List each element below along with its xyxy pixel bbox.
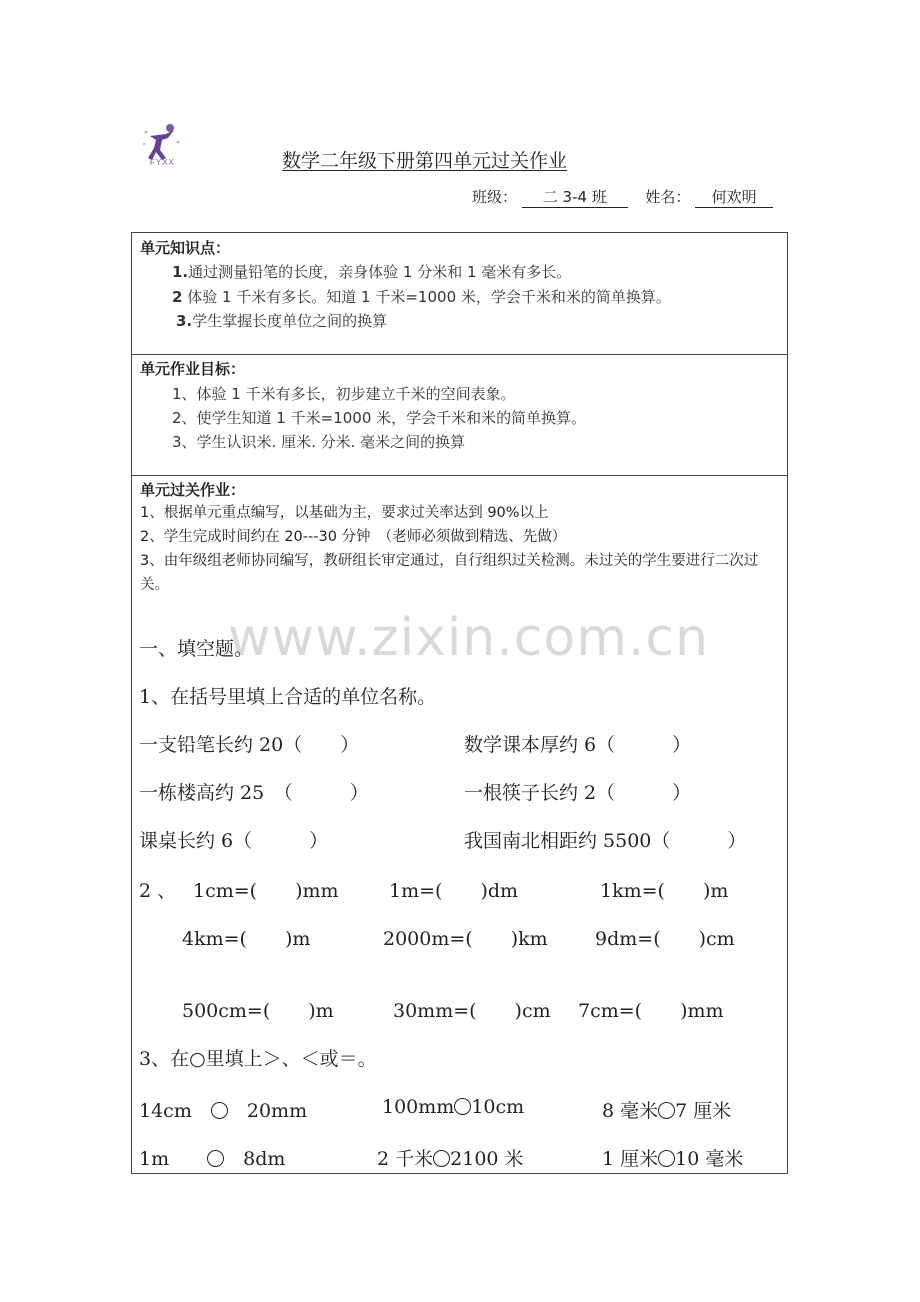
goal-item: 2、使学生知道 1 千米=1000 米，学会千米和米的简单换算。 [172, 409, 587, 427]
q2-item: 9dm=( )cm [595, 928, 735, 950]
knowledge-item: 2 体验 1 千米有多长。知道 1 千米=1000 米，学会千米和米的简单换算。 [172, 288, 671, 306]
q2-item: 4km=( )m [182, 928, 311, 950]
title-underlined: 数学二年级下册第四单元 [282, 150, 492, 172]
divider [132, 354, 787, 355]
name-value: 何欢明 [695, 186, 773, 208]
section-heading: 一、填空题。 [139, 638, 254, 660]
q1-item: 数学课本厚约 6（ ） [464, 734, 692, 756]
page-title [282, 146, 567, 173]
knowledge-heading: 单元知识点： [140, 239, 231, 257]
goal-item: 1、体验 1 千米有多长，初步建立千米的空间表象。 [172, 385, 516, 403]
q3-item: 1 厘米 10 毫米 [602, 1148, 744, 1170]
q2-item: 1km=( )m [600, 880, 729, 902]
class-value: 二 3-4 班 [522, 186, 628, 208]
goal-item: 3、学生认识米. 厘米. 分米. 毫米之间的换算 [172, 433, 466, 451]
q1-item: 一根筷子长约 2（ ） [464, 782, 692, 804]
question-3-title: 3、在○里填上＞、＜或＝。 [139, 1048, 377, 1070]
requirements-heading: 单元过关作业： [140, 481, 246, 499]
q3-item: 2 千米 2100 米 [377, 1148, 524, 1170]
q3-item: 1m 8dm [139, 1148, 286, 1170]
watermark: www.zixin.com.cn [228, 608, 709, 668]
q3-item: 14cm 20mm [139, 1100, 308, 1122]
divider [132, 475, 787, 476]
q1-item: 课桌长约 6（ ） [139, 830, 329, 852]
q2-item: 1m=( )dm [389, 880, 519, 902]
q1-item: 一支铅笔长约 20（ ） [139, 734, 360, 756]
goals-heading: 单元作业目标： [140, 360, 246, 378]
class-label: 班级： [472, 188, 518, 206]
title-rest: 过关作业 [491, 150, 568, 172]
knowledge-item: 1.通过测量铅笔的长度，亲身体验 1 分米和 1 毫米有多长。 [172, 263, 572, 281]
q2-item: 2000m=( )km [383, 928, 548, 950]
q1-item: 我国南北相距约 5500（ ） [464, 830, 747, 852]
logo-text: FYXX [150, 158, 175, 167]
requirement-item: 1、根据单元重点编写，以基础为主，要求过关率达到 90%以上 [140, 505, 549, 521]
requirement-item: 2、学生完成时间约在 20---30 分钟 （老师必须做到精选、先做） [140, 529, 567, 545]
q2-item: 1cm=( )mm [193, 880, 339, 902]
q2-item: 7cm=( )mm [578, 1000, 724, 1022]
q2-item: 30mm=( )cm [393, 1000, 551, 1022]
compare-circle-icon[interactable] [454, 1098, 471, 1115]
class-name-line [472, 186, 773, 208]
name-label: 姓名： [645, 188, 691, 206]
knowledge-item: 3.学生掌握长度单位之间的换算 [176, 312, 388, 330]
compare-circle-icon[interactable] [211, 1102, 228, 1119]
q3-item: 100mm 10cm [382, 1096, 525, 1118]
compare-circle-icon[interactable] [433, 1150, 450, 1167]
requirement-item: 3、由年级组老师协同编写，教研组长审定通过，自行组织过关检测。未过关的学生要进行二次过关。 [140, 553, 759, 593]
q1-item: 一栋楼高约 25 （ ） [139, 782, 369, 804]
question-2-number: 2 、 [139, 880, 177, 902]
compare-circle-icon[interactable] [207, 1150, 224, 1167]
compare-circle-icon[interactable] [658, 1150, 675, 1167]
q2-item: 500cm=( )m [182, 1000, 334, 1022]
q3-item: 8 毫米 7 厘米 [602, 1100, 732, 1122]
question-1-title: 1、在括号里填上合适的单位名称。 [139, 686, 437, 708]
compare-circle-icon[interactable] [658, 1102, 675, 1119]
